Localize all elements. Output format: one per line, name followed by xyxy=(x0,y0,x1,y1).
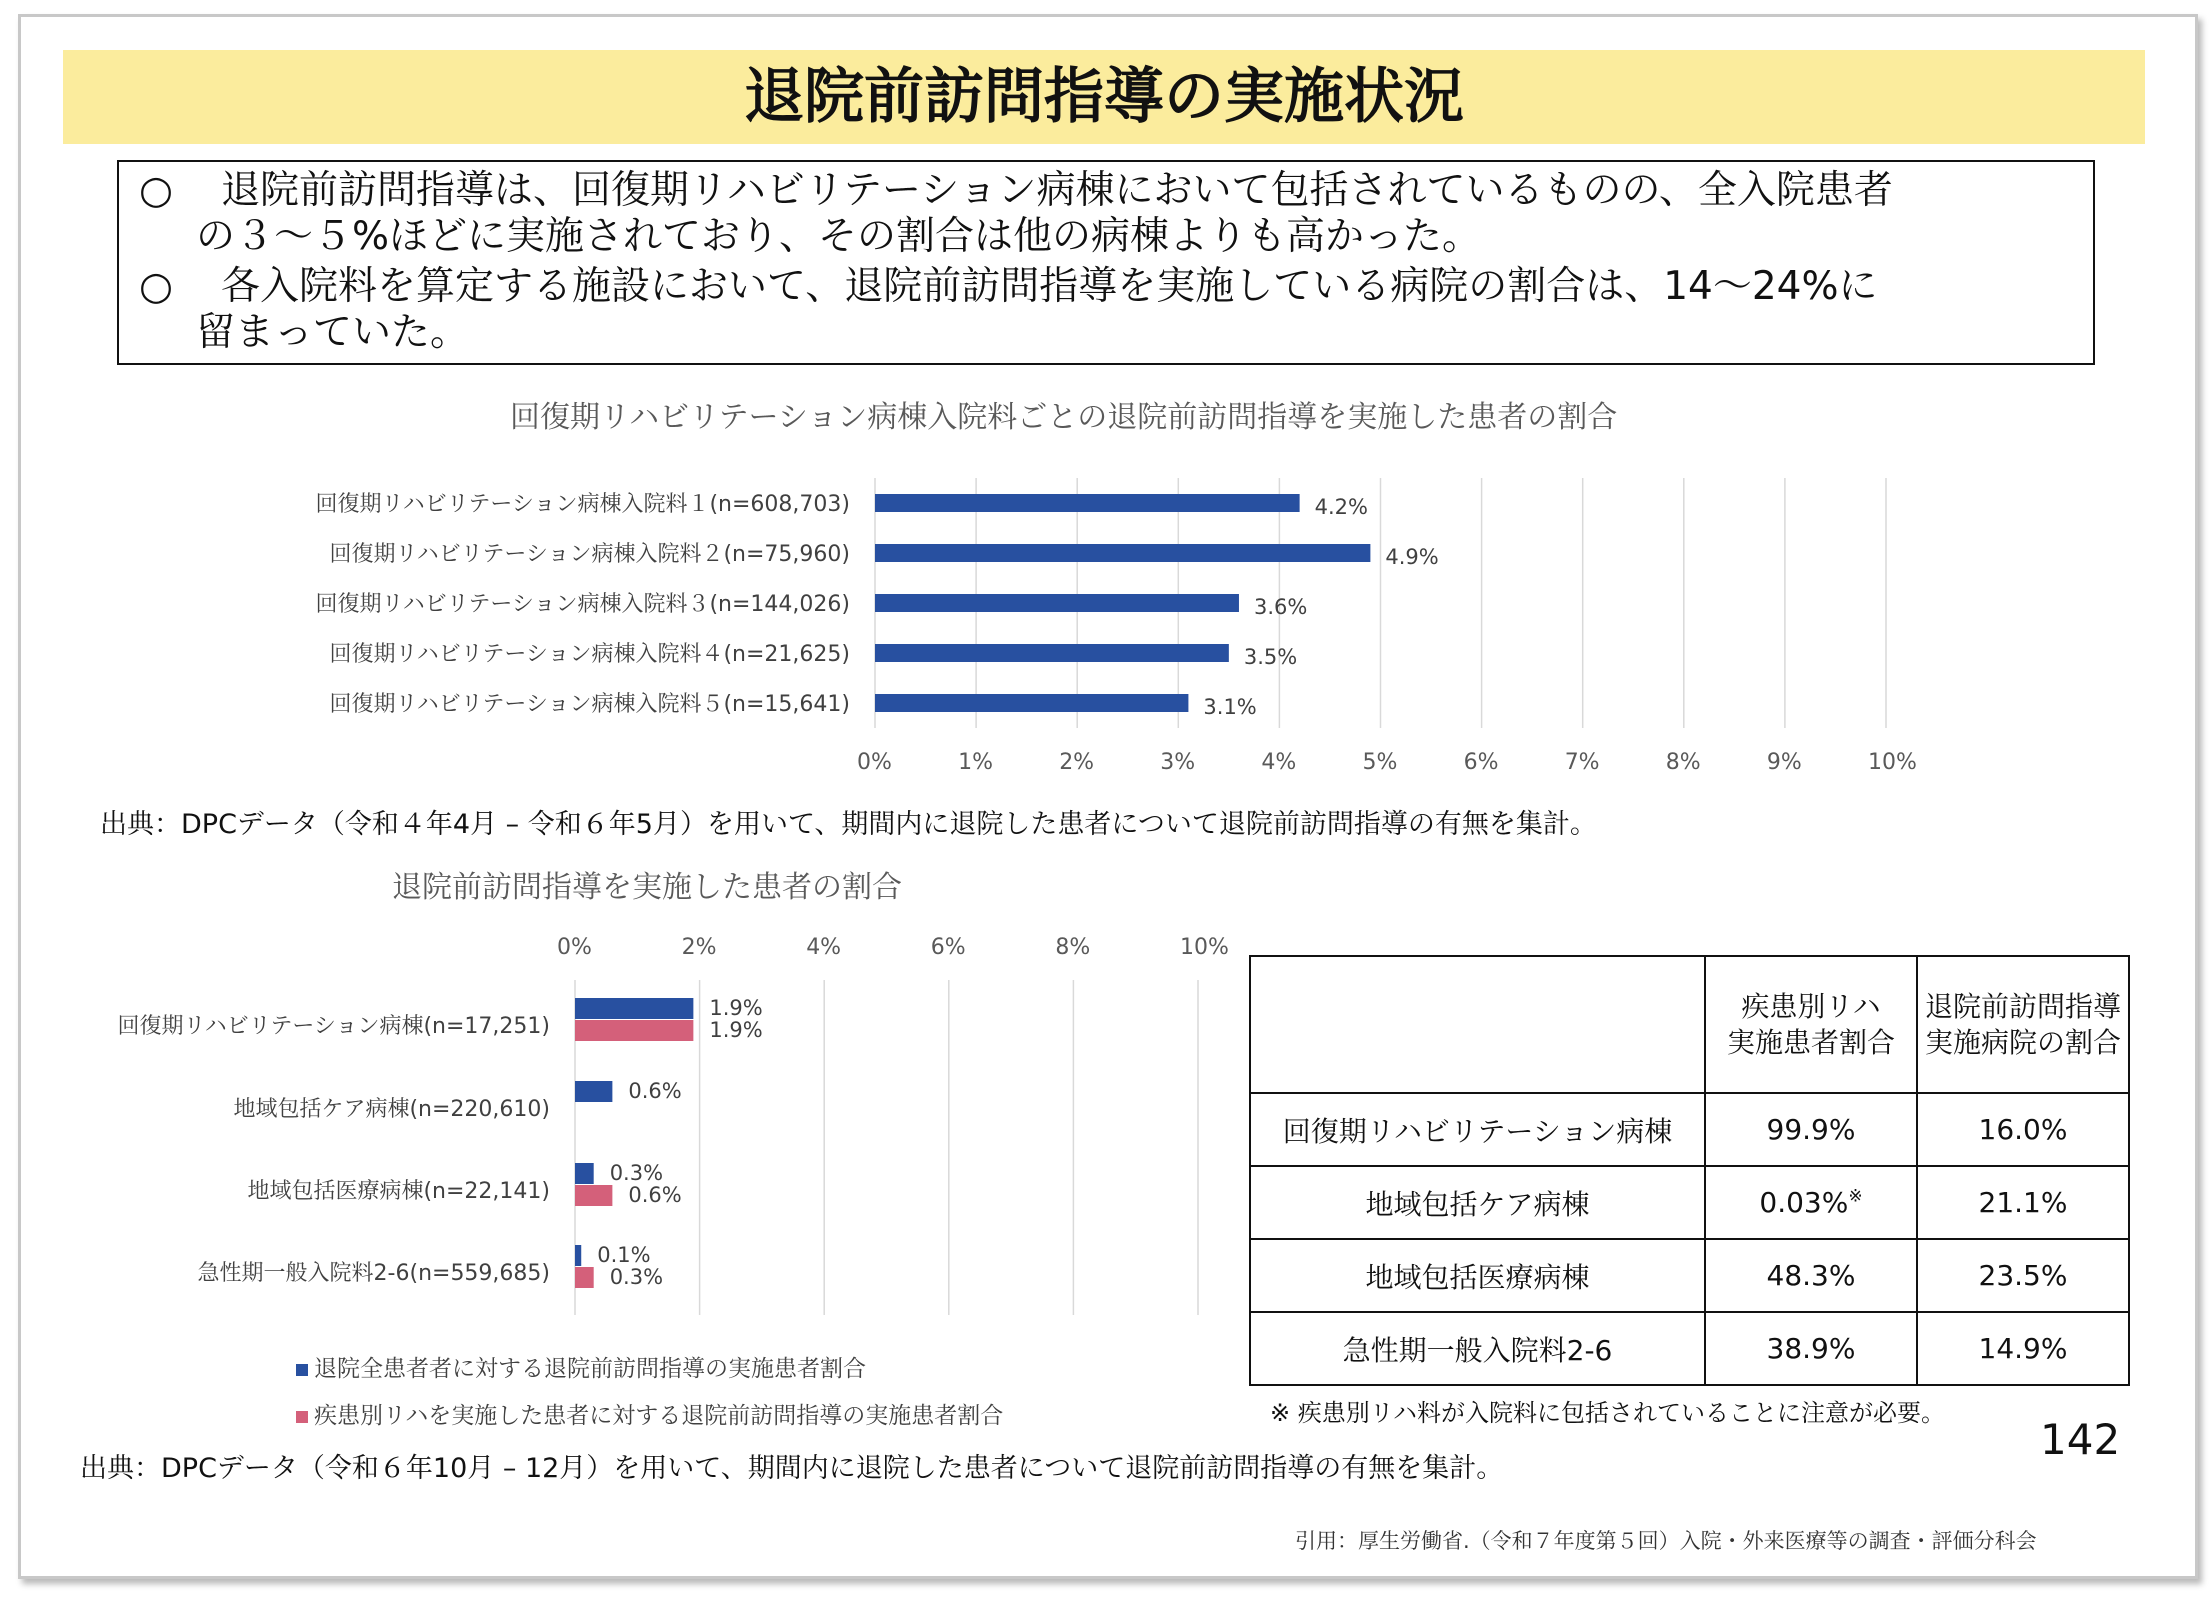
chart1-category-label: 回復期リハビリテーション病棟入院料５(n=15,641) xyxy=(329,692,850,717)
table-cell-rehab xyxy=(1705,1166,1917,1239)
table-cell-visit: 16.0% xyxy=(1917,1093,2129,1166)
chart2-value-label: 0.6% xyxy=(628,1079,682,1103)
chart2-category-label: 急性期一般入院料2-6(n=559,685) xyxy=(197,1261,550,1286)
page-number: 142 xyxy=(2040,1415,2121,1464)
chart2-bar xyxy=(575,1245,581,1266)
chart2-bar xyxy=(575,1185,612,1206)
table-row xyxy=(1250,1093,2129,1166)
chart2-x-tick: 6% xyxy=(930,935,966,960)
chart2-bar xyxy=(575,1020,693,1041)
chart2-x-tick: 10% xyxy=(1180,935,1229,960)
chart1-x-tick: 10% xyxy=(1868,750,1917,775)
chart1-value-label: 3.6% xyxy=(1253,595,1308,619)
chart1-title: 回復期リハビリテーション病棟入院料ごとの退院前訪問指導を実施した患者の割合 xyxy=(510,400,1618,435)
chart1-x-tick: 6% xyxy=(1463,750,1499,775)
summary-text-1: 退院前訪問指導は、回復期リハビリテーション病棟において包括されているものの、全入院患者 xyxy=(221,168,1893,213)
chart1-category-label: 回復期リハビリテーション病棟入院料４(n=21,625) xyxy=(329,642,850,667)
legend-swatch-blue xyxy=(296,1364,308,1376)
circle-bullet-icon: ○ xyxy=(139,168,174,213)
chart2-source: 出典：DPCデータ（令和６年10月 – 12月）を用いて、期間内に退院した患者について退院前訪問指導の有無を集計。 xyxy=(80,1453,1504,1484)
chart2-value-label: 1.9% xyxy=(709,1018,763,1042)
chart1-category-label: 回復期リハビリテーション病棟入院料２(n=75,960) xyxy=(329,542,850,567)
chart1-value-label: 4.2% xyxy=(1314,495,1368,519)
chart2-value-label: 0.6% xyxy=(628,1183,682,1207)
table-cell-visit: 14.9% xyxy=(1917,1312,2129,1385)
legend-label-1: 退院全患者者に対する退院前訪問指導の実施患者割合 xyxy=(314,1356,866,1382)
table-cell-rehab-value: 0.03% xyxy=(1759,1186,1849,1219)
legend-swatch-pink xyxy=(296,1411,308,1423)
chart1-value-label: 4.9% xyxy=(1385,545,1439,569)
summary-text-2-cont: 留まっていた。 xyxy=(196,310,470,355)
chart1-x-tick: 7% xyxy=(1564,750,1600,775)
chart2-category-label: 回復期リハビリテーション病棟(n=17,251) xyxy=(117,1014,550,1039)
chart1-x-tick: 1% xyxy=(958,750,993,775)
chart2-bar xyxy=(575,1163,594,1184)
chart2-title: 退院前訪問指導を実施した患者の割合 xyxy=(392,870,902,905)
footnote-mark: ※ xyxy=(1848,1186,1863,1207)
table-cell-visit: 23.5% xyxy=(1917,1239,2129,1312)
chart2-value-label: 0.3% xyxy=(609,1161,664,1185)
chart1-value-label: 3.1% xyxy=(1203,695,1257,719)
chart1-x-tick: 2% xyxy=(1059,750,1095,775)
chart2-value-label: 0.3% xyxy=(609,1265,664,1289)
chart1-x-tick: 9% xyxy=(1766,750,1802,775)
table-cell-rehab: 38.9% xyxy=(1705,1312,1917,1385)
table-row xyxy=(1250,1312,2129,1385)
chart1-source: 出典：DPCデータ（令和４年4月 – 令和６年5月）を用いて、期間内に退院した患者について退院前訪問指導の有無を集計。 xyxy=(100,809,1597,840)
circle-bullet-icon: ○ xyxy=(139,264,174,309)
chart2-x-tick: 8% xyxy=(1055,935,1091,960)
chart2-category-label: 地域包括ケア病棟(n=220,610) xyxy=(233,1097,550,1122)
chart2-value-label: 0.1% xyxy=(597,1243,651,1267)
table-cell-visit: 21.1% xyxy=(1917,1166,2129,1239)
chart1-x-tick: 8% xyxy=(1665,750,1701,775)
chart1-x-tick: 3% xyxy=(1160,750,1196,775)
legend-label-2: 疾患別リハを実施した患者に対する退院前訪問指導の実施患者割合 xyxy=(314,1403,1004,1429)
hospital-ratio-table xyxy=(1249,955,2130,1386)
chart1-category-label: 回復期リハビリテーション病棟入院料３(n=144,026) xyxy=(315,592,850,617)
chart2-legend-series-2 xyxy=(296,1397,1003,1430)
chart2-value-label: 1.9% xyxy=(709,996,763,1020)
table-note: ※ 疾患別リハ料が入院料に包括されていることに注意が必要。 xyxy=(1270,1399,1946,1427)
table-row xyxy=(1250,1239,2129,1312)
table-header-rehab-ratio: 疾患別リハ 実施患者割合 xyxy=(1705,956,1917,1093)
table-cell-ward: 回復期リハビリテーション病棟 xyxy=(1250,1093,1705,1166)
chart2-x-tick: 4% xyxy=(806,935,842,960)
table-cell-rehab: 99.9% xyxy=(1705,1093,1917,1166)
table-row xyxy=(1250,1166,2129,1239)
table-cell-ward: 地域包括ケア病棟 xyxy=(1250,1166,1705,1239)
chart2-x-tick: 2% xyxy=(681,935,717,960)
chart1-value-label: 3.5% xyxy=(1243,645,1298,669)
chart2-category-label: 地域包括医療病棟(n=22,141) xyxy=(247,1179,550,1204)
chart1-x-tick: 4% xyxy=(1261,750,1297,775)
chart2-bar xyxy=(575,998,693,1019)
chart1-x-tick: 0% xyxy=(857,750,892,775)
chart1-x-tick: 5% xyxy=(1362,750,1398,775)
chart1-category-label: 回復期リハビリテーション病棟入院料１(n=608,703) xyxy=(315,492,850,517)
page-title: 退院前訪問指導の実施状況 xyxy=(744,62,1464,132)
citation: 引用：厚生労働省.（令和７年度第５回）入院・外来医療等の調査・評価分科会 xyxy=(1295,1529,2037,1553)
table-header-visit-ratio: 退院前訪問指導 実施病院の割合 xyxy=(1917,956,2129,1093)
table-header-row xyxy=(1250,956,2129,1093)
chart2-legend-series-1 xyxy=(296,1350,866,1383)
summary-text-1-cont: の３～５%ほどに実施されており、その割合は他の病棟よりも高かった。 xyxy=(196,214,1482,259)
chart2-x-tick: 0% xyxy=(557,935,592,960)
table-header-empty xyxy=(1250,956,1705,1093)
chart2-bar xyxy=(575,1081,612,1102)
table-cell-rehab: 48.3% xyxy=(1705,1239,1917,1312)
summary-text-2: 各入院料を算定する施設において、退院前訪問指導を実施している病院の割合は、14～24%に xyxy=(221,264,1878,309)
table-cell-ward: 急性期一般入院料2-6 xyxy=(1250,1312,1705,1385)
table-cell-ward: 地域包括医療病棟 xyxy=(1250,1239,1705,1312)
chart2-bar xyxy=(575,1267,594,1288)
